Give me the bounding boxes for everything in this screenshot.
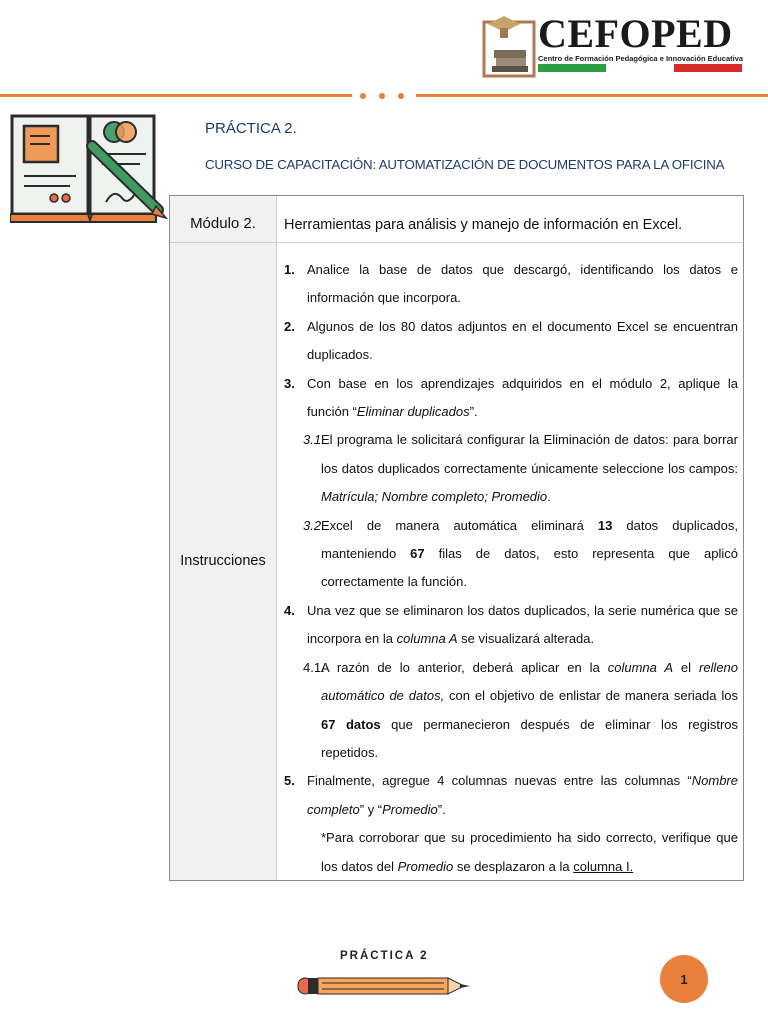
- instructions-label: Instrucciones: [180, 553, 266, 569]
- header-divider-left: [0, 94, 352, 97]
- list-item: 5. Finalmente, agregue 4 columnas nuevas entre las columnas “Nombre completo” y “Promedio”.: [282, 767, 738, 824]
- item-number: 3.: [284, 375, 295, 391]
- item-number: 5.: [284, 773, 295, 789]
- page-number: 1: [680, 971, 688, 987]
- item-number: 3.1.: [303, 432, 325, 448]
- practice-title: PRÁCTICA 2.: [205, 120, 297, 137]
- item-number: 3.2.: [303, 517, 325, 533]
- list-item: 1. Analice la base de datos que descargó, identificando los datos e información que incorpora.: [282, 256, 738, 313]
- list-subitem: 3.1. El programa le solicitará configurar la Eliminación de datos: para borrar los datos duplicados correctamente únicamente seleccione los campos: Matrícula; Nombre completo; Promedio.: [282, 426, 738, 511]
- course-title: CURSO DE CAPACITACIÓN: AUTOMATIZACIÓN DE DOCUMENTOS PARA LA OFICINA: [205, 157, 725, 172]
- item-number: 1.: [284, 262, 295, 277]
- module-label: Módulo 2.: [190, 215, 256, 232]
- divider-dot: [360, 93, 366, 99]
- list-item: 3. Con base en los aprendizajes adquiridos en el módulo 2, aplique la función “Eliminar duplicados”.: [282, 370, 738, 427]
- list-subitem: 4.1. A razón de lo anterior, deberá aplicar en la columna A el relleno automático de datos, con el objetivo de enlistar de manera seriada los 67 datos que permanecieron después de eliminar los registros repetidos.: [282, 654, 738, 768]
- header-divider-right: [416, 94, 768, 97]
- module-title: Herramientas para análisis y manejo de información en Excel.: [284, 217, 683, 233]
- instructions-list: [282, 256, 738, 881]
- list-item: 4. Una vez que se eliminaron los datos duplicados, la serie numérica que se incorpora en la columna A se visualizará alterada.: [282, 597, 738, 654]
- list-subitem: 3.2. Excel de manera automática eliminará 13 datos duplicados, manteniendo 67 filas de datos, esto representa que aplicó correctamente la función.: [282, 512, 738, 597]
- logo-subtitle: Centro de Formación Pedagógica e Innovación Educativa: [538, 54, 744, 63]
- logo-flag-stripes: [538, 64, 742, 72]
- pencil-icon: [296, 975, 472, 997]
- item-number: 2.: [284, 318, 295, 334]
- divider-dot: [398, 93, 404, 99]
- logo-title: CEFOPED: [538, 11, 733, 56]
- page-number-badge: [660, 955, 708, 1003]
- footer-label: PRÁCTICA 2: [340, 950, 429, 962]
- list-item: 2. Algunos de los 80 datos adjuntos en el documento Excel se encuentran duplicados.: [282, 313, 738, 370]
- divider-dot: [379, 93, 385, 99]
- item-number: 4.1.: [303, 659, 325, 675]
- open-book-pen-icon: [10, 110, 170, 226]
- verification-note: *Para corroborar que su procedimiento ha sido correcto, verifique que los datos del Promedio se desplazaron a la columna I.: [321, 830, 738, 874]
- item-number: 4.: [284, 602, 295, 618]
